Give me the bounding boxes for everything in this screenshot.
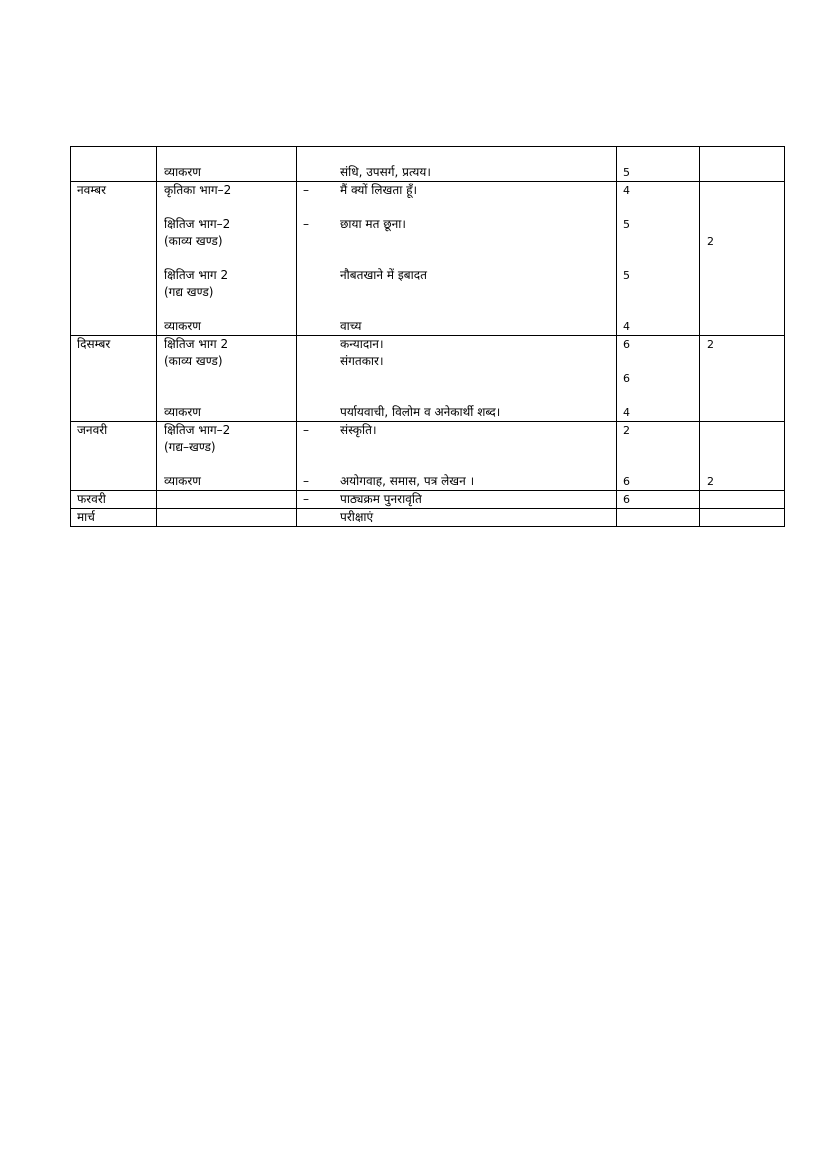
month-cell (71, 182, 157, 336)
topic-label: नौबतखाने में इबादत (340, 268, 427, 282)
extra-cell (700, 422, 785, 491)
marks-value: 4 (623, 406, 630, 419)
book-label: क्षितिज भाग 2 (164, 268, 229, 282)
topic-cell (297, 182, 617, 336)
topic-label: अयोगवाह, समास, पत्र लेखन । (340, 474, 475, 488)
book-label: (काव्य खण्ड) (164, 234, 223, 248)
book-cell (157, 336, 297, 422)
book-label: (काव्य खण्ड) (164, 354, 223, 368)
dash-mark: – (303, 183, 309, 197)
topic-cell (297, 509, 617, 527)
marks-cell (617, 147, 700, 182)
book-label (157, 491, 296, 508)
extra-value: 2 (707, 475, 714, 488)
extra-value (700, 491, 784, 508)
dash-mark: – (303, 423, 309, 437)
marks-value (617, 509, 699, 526)
marks-value: 5 (623, 218, 630, 231)
syllabus-table (70, 146, 785, 527)
marks-cell (617, 491, 700, 509)
table-row (71, 182, 785, 336)
extra-value: 2 (707, 338, 714, 351)
book-label: क्षितिज भाग–2 (164, 423, 231, 437)
topic-label: पर्यायवाची, विलोम व अनेकार्थी शब्द। (340, 405, 501, 419)
marks-value: 6 (623, 475, 630, 488)
dash-mark: – (303, 492, 309, 506)
book-label: क्षितिज भाग–2 (164, 217, 231, 231)
marks-value: 5 (623, 166, 630, 179)
month-label: फरवरी (77, 492, 106, 506)
month-cell (71, 147, 157, 182)
topic-label: पाठ्यक्रम पुनरावृति (340, 492, 422, 506)
month-cell (71, 491, 157, 509)
topic-label: परीक्षाएं (340, 510, 374, 524)
month-label: दिसम्बर (77, 337, 111, 351)
book-cell (157, 182, 297, 336)
book-cell (157, 491, 297, 509)
topic-label: संस्कृति। (340, 423, 377, 437)
marks-cell (617, 336, 700, 422)
book-label: व्याकरण (164, 405, 201, 419)
book-label: व्याकरण (164, 474, 201, 488)
book-label: (गद्य–खण्ड) (164, 440, 216, 454)
month-cell (71, 422, 157, 491)
topic-label: छाया मत छूना। (340, 217, 406, 231)
table-row (71, 336, 785, 422)
book-label (157, 509, 296, 526)
book-cell (157, 422, 297, 491)
month-label: मार्च (77, 510, 95, 524)
topic-label: कन्यादान। (340, 337, 384, 351)
dash-mark: – (303, 217, 309, 231)
marks-value: 4 (623, 320, 630, 333)
extra-value (700, 509, 784, 526)
book-label: कृतिका भाग–2 (164, 183, 232, 197)
topic-cell (297, 491, 617, 509)
extra-value (700, 147, 784, 164)
extra-cell (700, 182, 785, 336)
extra-value: 2 (707, 235, 714, 248)
marks-value: 6 (623, 338, 630, 351)
book-label: व्याकरण (164, 319, 201, 333)
marks-value: 6 (623, 493, 630, 506)
month-label (71, 147, 156, 164)
month-label: जनवरी (77, 423, 108, 437)
extra-cell (700, 509, 785, 527)
table-row (71, 147, 785, 182)
month-cell (71, 509, 157, 527)
topic-cell (297, 422, 617, 491)
marks-value: 5 (623, 269, 630, 282)
book-label: (गद्य खण्ड) (164, 285, 214, 299)
month-cell (71, 336, 157, 422)
marks-value: 6 (623, 372, 630, 385)
topic-label: संगतकार। (340, 354, 384, 368)
extra-cell (700, 491, 785, 509)
topic-cell (297, 147, 617, 182)
marks-cell (617, 422, 700, 491)
marks-value: 4 (623, 184, 630, 197)
marks-value: 2 (623, 424, 630, 437)
table-row (71, 509, 785, 527)
book-cell (157, 147, 297, 182)
marks-cell (617, 509, 700, 527)
book-cell (157, 509, 297, 527)
book-label: क्षितिज भाग 2 (164, 337, 229, 351)
marks-cell (617, 182, 700, 336)
month-label: नवम्बर (77, 183, 106, 197)
table-row (71, 491, 785, 509)
topic-cell (297, 336, 617, 422)
extra-cell (700, 147, 785, 182)
dash-mark: – (303, 474, 309, 488)
extra-cell (700, 336, 785, 422)
topic-label: वाच्य (340, 319, 362, 333)
book-label: व्याकरण (164, 165, 201, 179)
topic-label: मैं क्यों लिखता हूँ। (340, 183, 418, 197)
table-row (71, 422, 785, 491)
topic-label: संधि, उपसर्ग, प्रत्यय। (340, 165, 431, 179)
